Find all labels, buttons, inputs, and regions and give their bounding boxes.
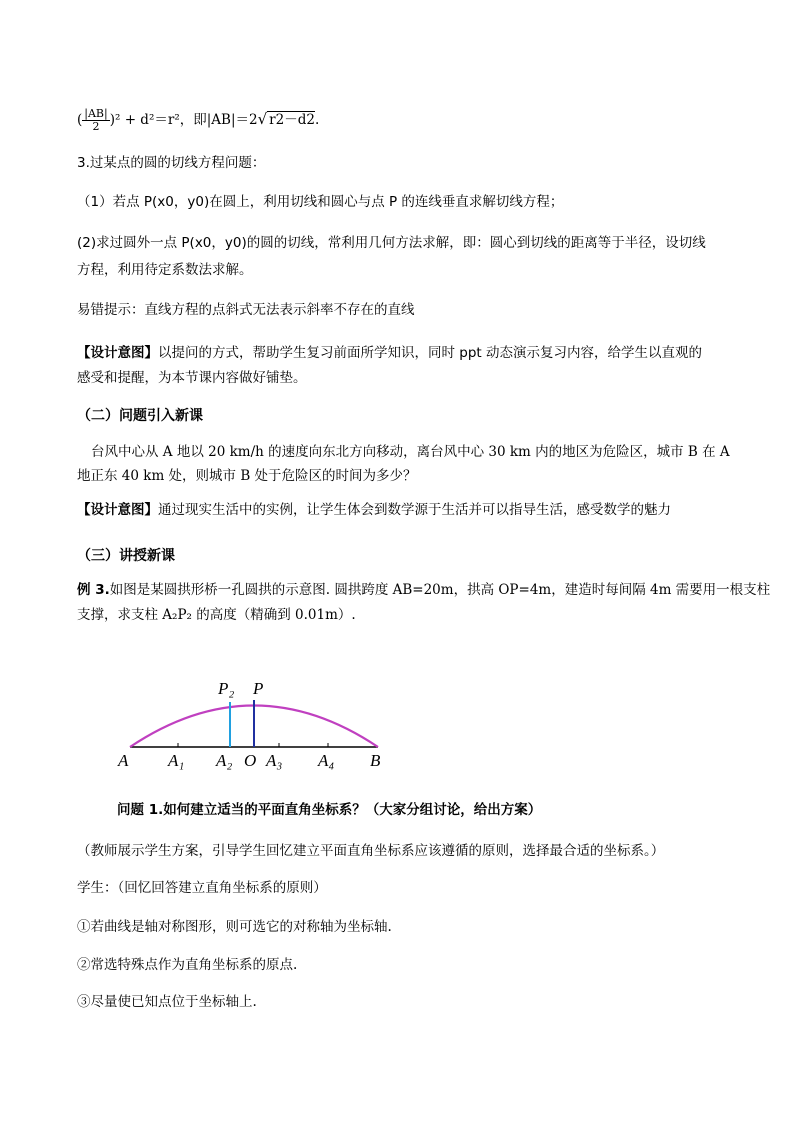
example-text: 如图是某圆拱形桥一孔圆拱的示意图. 圆拱跨度 AB=20m，拱高 OP=4m，建造时每间隔 4m 需要用一根支柱 xyxy=(109,582,771,598)
arch-bridge-figure xyxy=(110,670,410,775)
chord-length-formula xyxy=(77,108,319,133)
question-label: 问题 1. xyxy=(117,802,164,818)
design-intent-text: 通过现实生活中的实例，让学生体会到数学源于生活并可以指导生活，感受数学的魅力 xyxy=(158,502,671,518)
question-text: 如何建立适当的平面直角坐标系？（大家分组讨论，给出方案） xyxy=(163,802,542,818)
label-A3: A₃ xyxy=(266,751,283,770)
sqrt-sign: √ xyxy=(257,110,268,128)
example-3-line1 xyxy=(77,580,770,600)
example-label: 例 3. xyxy=(77,582,110,598)
design-intent-label: 【设计意图】 xyxy=(77,345,158,361)
section-3-heading: （三）讲授新课 xyxy=(77,548,175,564)
item3-2-line1: (2)求过圆外一点 P(x0，y0)的圆的切线，常利用几何方法求解，即：圆心到切线的距离等于半径，设切线 xyxy=(77,235,706,251)
label-A4: A₄ xyxy=(318,751,335,770)
sqrt-content: r2－d2 xyxy=(269,112,315,128)
error-tip: 易错提示：直线方程的点斜式无法表示斜率不存在的直线 xyxy=(77,302,415,318)
design-intent-1-line2: 感受和提醒，为本节课内容做好铺垫。 xyxy=(77,370,307,386)
rule-3: ③尽量使已知点位于坐标轴上. xyxy=(77,994,257,1010)
formula-fraction xyxy=(82,108,109,133)
example-3-line2: 支撑，求支柱 A₂P₂ 的高度（精确到 0.01m）. xyxy=(77,607,356,623)
design-intent-text: 以提问的方式，帮助学生复习前面所学知识，同时 ppt 动态演示复习内容，给学生以直观的 xyxy=(158,345,703,361)
formula-paren: ( xyxy=(77,112,83,128)
design-intent-2 xyxy=(77,500,671,520)
label-O: O xyxy=(244,751,257,770)
design-intent-label: 【设计意图】 xyxy=(77,502,158,518)
formula-end: . xyxy=(314,112,320,128)
typhoon-problem-line2: 地正东 40 km 处，则城市 B 处于危险区的时间为多少？ xyxy=(77,468,417,484)
rule-2: ②常选特殊点作为直角坐标系的原点. xyxy=(77,957,298,973)
typhoon-problem-line1: 台风中心从 A 地以 20 km/h 的速度向东北方向移动，离台风中心 30 km 内的地区为危险区，城市 B 在 A xyxy=(91,444,730,460)
item3-2-line2: 方程，利用待定系数法求解。 xyxy=(77,262,253,278)
item3-title: 3.过某点的圆的切线方程问题： xyxy=(77,155,266,171)
section-2-heading: （二）问题引入新课 xyxy=(77,408,203,424)
label-P: P xyxy=(253,679,264,698)
question-1 xyxy=(117,800,541,820)
student-line: 学生：（回忆回答建立直角坐标系的原则） xyxy=(77,880,327,896)
rule-1: ①若曲线是轴对称图形，则可选它的对称轴为坐标轴. xyxy=(77,919,392,935)
fraction-numerator: |AB| xyxy=(84,107,108,120)
design-intent-1-line1 xyxy=(77,343,702,363)
fraction-denominator: 2 xyxy=(92,120,100,133)
label-A1: A₁ xyxy=(168,751,185,770)
label-A2: A₂ xyxy=(216,751,233,770)
label-B: B xyxy=(370,751,381,770)
formula-rest: )² + d²＝r²，即|AB|＝2 xyxy=(109,112,258,128)
item3-1: （1）若点 P(x0，y0)在圆上，利用切线和圆心与点 P 的连线垂直求解切线方程； xyxy=(77,194,564,210)
teacher-note: （教师展示学生方案，引导学生回忆建立平面直角坐标系应该遵循的原则，选择最合适的坐标系。） xyxy=(77,843,665,859)
label-P2: P₂ xyxy=(218,679,235,698)
label-A: A xyxy=(118,751,129,770)
